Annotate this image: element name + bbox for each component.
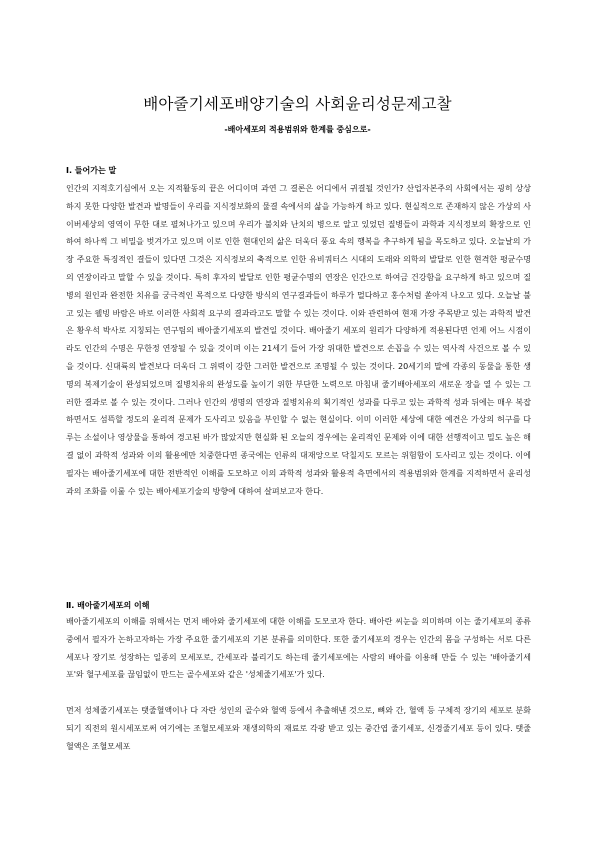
document-title: 배아줄기세포배양기술의 사회윤리성문제고찰 — [143, 95, 452, 113]
paragraph-understanding-1: 배아줄기세포의 이해를 위해서는 먼저 배아와 줄기세포에 대한 이해를 도모코자 한다. 배아란 씨눈을 의미하며 이는 줄기세포의 종류 중에서 필자가 논하고자하는 가장 주요한 줄기세포의 기본 분류를 의미한다. 또한 줄기세포의 경우는 인간의 몸을 구성하는 서로 다른 세포나 장기로 성장하는 일종의 모세포로, 간세포라 불리기도 하는데 줄기세포에는 사람의 배아를 이용해 만들 수 있는 '배아줄기세포'와 혈구세포를 끊임없이 만드는 골수세포와 같은 '성체줄기세포'가 있다. — [66, 617, 531, 680]
paragraph-introduction: 인간의 지적호기심에서 오는 지적활동의 끝은 어디이며 과연 그 결론은 어디에서 귀결될 것인가? 산업자본주의 사회에서는 굉히 상상하지 못한 다양한 발견과 발명들이 우리를 지식정보화의 물결 속에서의 삶을 가능하게 하고 있다. 현실적으로 존재하지 않은 가상의 사이버세상의 영역이 무한 대로 펼쳐나가고 있으며 우리가 불치와 난치의 병으로 알고 있었던 질병들이 과학과 지식정보의 확장으로 인하여 하나씩 그 비밀을 벗겨가고 있으며 이로 인한 현대인의 삶은 더욱더 풍요 속의 행복을 추구하게 됨을 목도하고 있다. 오늘날의 가장 주요한 특징적인 결들이 있다면 그것은 지식정보의 축적으로 인한 유비쿼터스 시대의 도래와 의학의 발달로 인한 현격한 평균수명의 연장이라고 말할 수 있을 것이다. 특히 후자의 발달로 인한 평균수명의 연장은 인간으로 하여금 건강함을 요구하게 하고 있으며 질병의 원인과 완전한 치유를 궁극적인 목적으로 다양한 방식의 연구결과들이 하루가 멀다하고 홍수처럼 쏟아져 나오고 있다. 오늘날 불고 있는 웰빙 바람은 바로 이러한 사회적 요구의 결과라고도 말할 수 있는 것이다. 이와 관련하여 현재 가장 주목받고 있는 과학적 발견은 황우석 박사로 지칭되는 연구팀의 배아줄기세포의 발견일 것이다. 배아줄기 세포의 원리가 다양하게 적용된다면 언제 어느 시점이라도 인간의 수명은 무한정 연장될 수 있을 것이며 이는 21세기 들어 가장 위대한 발견으로 손꼽을 수 있는 역사적 사건으로 볼 수 있을 것이다. 신대륙의 발견보다 더욱더 그 위력이 강한 그러한 발견으로 조명될 수 있는 것이다. 20세기의 말에 각종의 동물을 통한 생명의 복제기술이 완성되었으며 질병치유의 완성도를 높이기 위한 부단한 노력으로 마침내 줄기배아세포의 새로운 장을 열 수 있는 그러한 결과로 볼 수 있는 것이다. 그러나 인간의 생명의 연장과 질병치유의 획기적인 성과를 다루고 있는 과학적 성과 뒤에는 매우 복잡하면서도 섬뜩할 정도의 윤리적 문제가 도사리고 있음을 부인할 수 없는 현실이다. 이미 이러한 세상에 대한 예견은 가상의 허구를 다루는 소설이나 영상물을 통하여 경고된 바가 많았지만 현실화 된 오늘의 경우에는 윤리적인 문제와 이에 대한 선행적이고 밀도 높은 해결 없이 과학적 성과와 이의 활용에만 치중한다면 종국에는 인류의 대재앙으로 닥칠지도 모르는 위험함이 도사리고 있는 것이다. 이에 필자는 배아줄기세포에 대한 전반적인 이해를 도모하고 이의 과학적 성과와 활용적 측면에서의 적용범위와 한계를 지적하면서 윤리성과의 조화를 이룰 수 있는 배아세포기술의 방향에 대하여 살펴보고자 한다. — [66, 184, 531, 496]
paragraph-understanding-2: 먼저 성체줄기세포는 탯줄혈액이나 다 자란 성인의 골수와 혈액 등에서 추출해낸 것으로, 뼈와 간, 혈액 등 구체적 장기의 세포로 분화되기 직전의 원시세포로써 여기에는 조혈모세포와 재생의학의 재료로 각광 받고 있는 중간엽 줄기세포, 신경줄기세포 등이 있다. 탯줄혈액은 조혈모세포 — [66, 706, 531, 751]
section-heading-understanding: Ⅱ. 배아줄기세포의 이해 — [66, 601, 150, 610]
document-subtitle: -배아세포의 적용범위와 한계를 중심으로- — [224, 125, 371, 134]
section-heading-introduction: Ⅰ. 들어가는 말 — [66, 166, 117, 175]
